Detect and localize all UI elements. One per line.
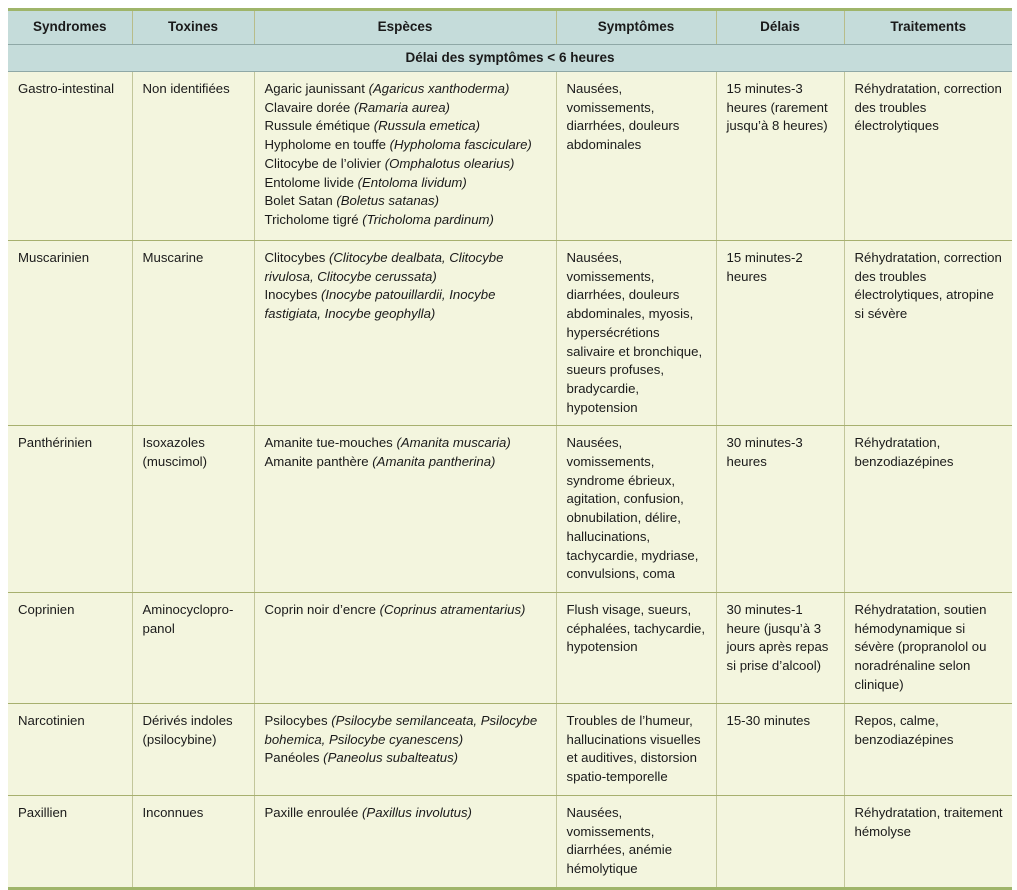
traitements-cell: Repos, calme, benzodiazépines (844, 703, 1012, 795)
species-line: Psilocybes (Psilocybe semilanceata, Psilocybe bohemica, Psilocybe cyanescens) (264, 712, 538, 747)
symptomes-cell: Nausées, vomissements, diarrhées, anémie hémolytique (556, 795, 716, 888)
delais-cell: 30 minutes-3 heures (716, 426, 844, 593)
header-traitements: Traitements (844, 10, 1012, 45)
symptomes-cell: Nausées, vomissements, diarrhées, douleurs abdominales, myosis, hypersécrétions salivaire et bronchique, sueurs profuses, bradycardie, hypotension (556, 241, 716, 426)
traitements-cell: Réhydratation, correction des troubles électrolytiques (844, 72, 1012, 241)
syndrome-cell: Narcotinien (8, 703, 132, 795)
delais-cell: 15-30 minutes (716, 703, 844, 795)
header-syndromes: Syndromes (8, 10, 132, 45)
delais-cell: 15 minutes-3 heures (rarement jusqu’à 8 heures) (716, 72, 844, 241)
table-row (8, 703, 1012, 795)
species-line: Clavaire dorée (Ramaria aurea) (264, 99, 450, 115)
species-line: Amanite tue-mouches (Amanita muscaria) (264, 435, 511, 451)
table-row (8, 592, 1012, 703)
syndrome-cell: Paxillien (8, 795, 132, 888)
table-row (8, 241, 1012, 426)
header-symptomes: Symptômes (556, 10, 716, 45)
especes-cell (254, 426, 556, 593)
symptomes-cell: Flush visage, sueurs, céphalées, tachycardie, hypotension (556, 592, 716, 703)
toxicology-table-container (8, 8, 1012, 890)
symptomes-cell: Nausées, vomissements, diarrhées, douleurs abdominales (556, 72, 716, 241)
species-line: Inocybes (Inocybe patouillardii, Inocybe fastigiata, Inocybe geophylla) (264, 287, 496, 322)
delais-cell: 15 minutes-2 heures (716, 241, 844, 426)
species-line: Hypholome en touffe (Hypholoma fasciculare) (264, 137, 532, 153)
especes-cell (254, 241, 556, 426)
toxine-cell: Dérivés indoles (psilocybine) (132, 703, 254, 795)
symptomes-cell: Troubles de l’humeur, hallucinations visuelles et auditives, distorsion spatio-temporelle (556, 703, 716, 795)
syndrome-cell: Gastro-intestinal (8, 72, 132, 241)
table-row (8, 72, 1012, 241)
syndrome-cell: Muscarinien (8, 241, 132, 426)
especes-cell (254, 795, 556, 888)
species-line: Tricholome tigré (Tricholoma pardinum) (264, 211, 494, 227)
section-row (8, 45, 1012, 72)
traitements-cell: Réhydratation, soutien hémodynamique si sévère (propranolol ou noradrénaline selon clinique) (844, 592, 1012, 703)
traitements-cell: Réhydratation, correction des troubles électrolytiques, atropine si sévère (844, 241, 1012, 426)
species-line: Clitocybe de l’olivier (Omphalotus olearius) (264, 155, 515, 171)
delais-cell: 30 minutes-1 heure (jusqu’à 3 jours après repas si prise d’alcool) (716, 592, 844, 703)
especes-cell (254, 592, 556, 703)
mushroom-syndromes-table (8, 8, 1012, 890)
header-toxines: Toxines (132, 10, 254, 45)
especes-cell (254, 703, 556, 795)
delais-cell (716, 795, 844, 888)
toxine-cell: Isoxazoles (muscimol) (132, 426, 254, 593)
symptomes-cell: Nausées, vomissements, syndrome ébrieux, agitation, confusion, obnubilation, délire, hallucinations, tachycardie, mydriase, convulsions, coma (556, 426, 716, 593)
especes-cell (254, 72, 556, 241)
species-line: Bolet Satan (Boletus satanas) (264, 193, 439, 209)
header-row (8, 10, 1012, 45)
header-delais: Délais (716, 10, 844, 45)
species-line: Entolome livide (Entoloma lividum) (264, 174, 467, 190)
toxine-cell: Non identifiées (132, 72, 254, 241)
toxine-cell: Inconnues (132, 795, 254, 888)
toxine-cell: Muscarine (132, 241, 254, 426)
species-line: Paxille enroulée (Paxillus involutus) (264, 804, 472, 820)
species-line: Russule émétique (Russula emetica) (264, 118, 481, 134)
traitements-cell: Réhydratation, traitement hémolyse (844, 795, 1012, 888)
species-line: Coprin noir d’encre (Coprinus atramentarius) (264, 601, 526, 617)
header-especes: Espèces (254, 10, 556, 45)
syndrome-cell: Panthérinien (8, 426, 132, 593)
species-line: Clitocybes (Clitocybe dealbata, Clitocybe rivulosa, Clitocybe cerussata) (264, 250, 504, 284)
table-row (8, 426, 1012, 593)
table-row (8, 795, 1012, 888)
syndrome-cell: Coprinien (8, 592, 132, 703)
species-line: Amanite panthère (Amanita pantherina) (264, 454, 496, 470)
traitements-cell: Réhydratation, benzodiazépines (844, 426, 1012, 593)
toxine-cell: Aminocyclopro-panol (132, 592, 254, 703)
section-title: Délai des symptômes < 6 heures (8, 45, 1012, 72)
species-line: Panéoles (Paneolus subalteatus) (264, 750, 459, 766)
species-line: Agaric jaunissant (Agaricus xanthoderma) (264, 81, 510, 96)
